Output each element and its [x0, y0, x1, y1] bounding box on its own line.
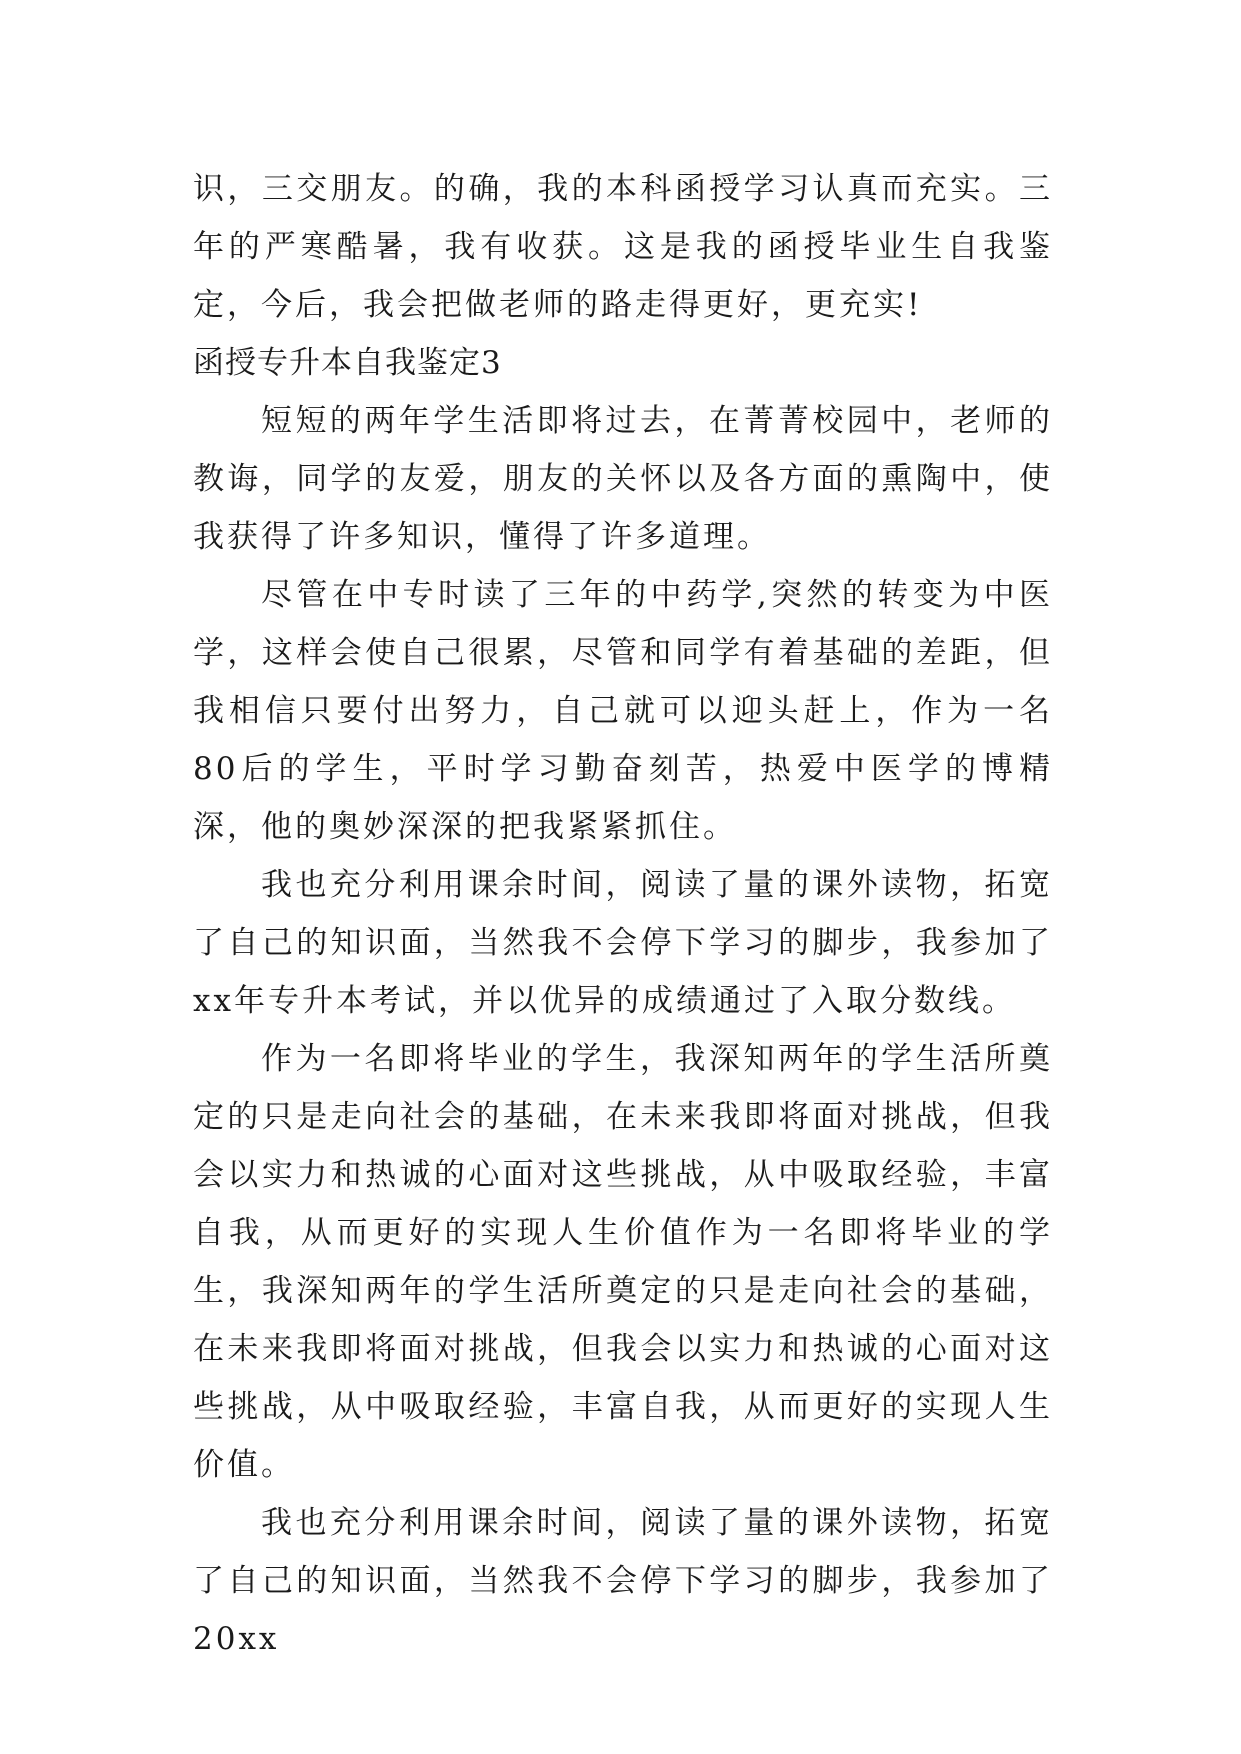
document-body	[193, 160, 1053, 1668]
paragraph: 作为一名即将毕业的学生，我深知两年的学生活所奠定的只是走向社会的基础，在未来我即将面对挑战，但我会以实力和热诚的心面对这些挑战，从中吸取经验，丰富自我，从而更好的实现人生价值作为一名即将毕业的学生，我深知两年的学生活所奠定的只是走向社会的基础，在未来我即将面对挑战，但我会以实力和热诚的心面对这些挑战，从中吸取经验，丰富自我，从而更好的实现人生价值。	[193, 1041, 1053, 1483]
paragraph: 我也充分利用课余时间，阅读了量的课外读物，拓宽了自己的知识面，当然我不会停下学习的脚步，我参加了xx年专升本考试，并以优异的成绩通过了入取分数线。	[193, 867, 1053, 1019]
section-heading: 函授专升本自我鉴定3	[193, 345, 502, 381]
paragraph-continuation: 识，三交朋友。的确，我的本科函授学习认真而充实。三年的严寒酷暑，我有收获。这是我的函授毕业生自我鉴定，今后，我会把做老师的路走得更好，更充实!	[193, 171, 1053, 323]
paragraph: 尽管在中专时读了三年的中药学,突然的转变为中医学，这样会使自己很累，尽管和同学有着基础的差距，但我相信只要付出努力，自己就可以迎头赶上，作为一名80后的学生，平时学习勤奋刻苦，热爱中医学的博精深，他的奥妙深深的把我紧紧抓住。	[193, 577, 1053, 845]
paragraph: 我也充分利用课余时间，阅读了量的课外读物，拓宽了自己的知识面，当然我不会停下学习的脚步，我参加了20xx	[193, 1505, 1053, 1657]
paragraph: 短短的两年学生活即将过去，在菁菁校园中，老师的教诲，同学的友爱，朋友的关怀以及各方面的熏陶中，使我获得了许多知识，懂得了许多道理。	[193, 403, 1053, 555]
